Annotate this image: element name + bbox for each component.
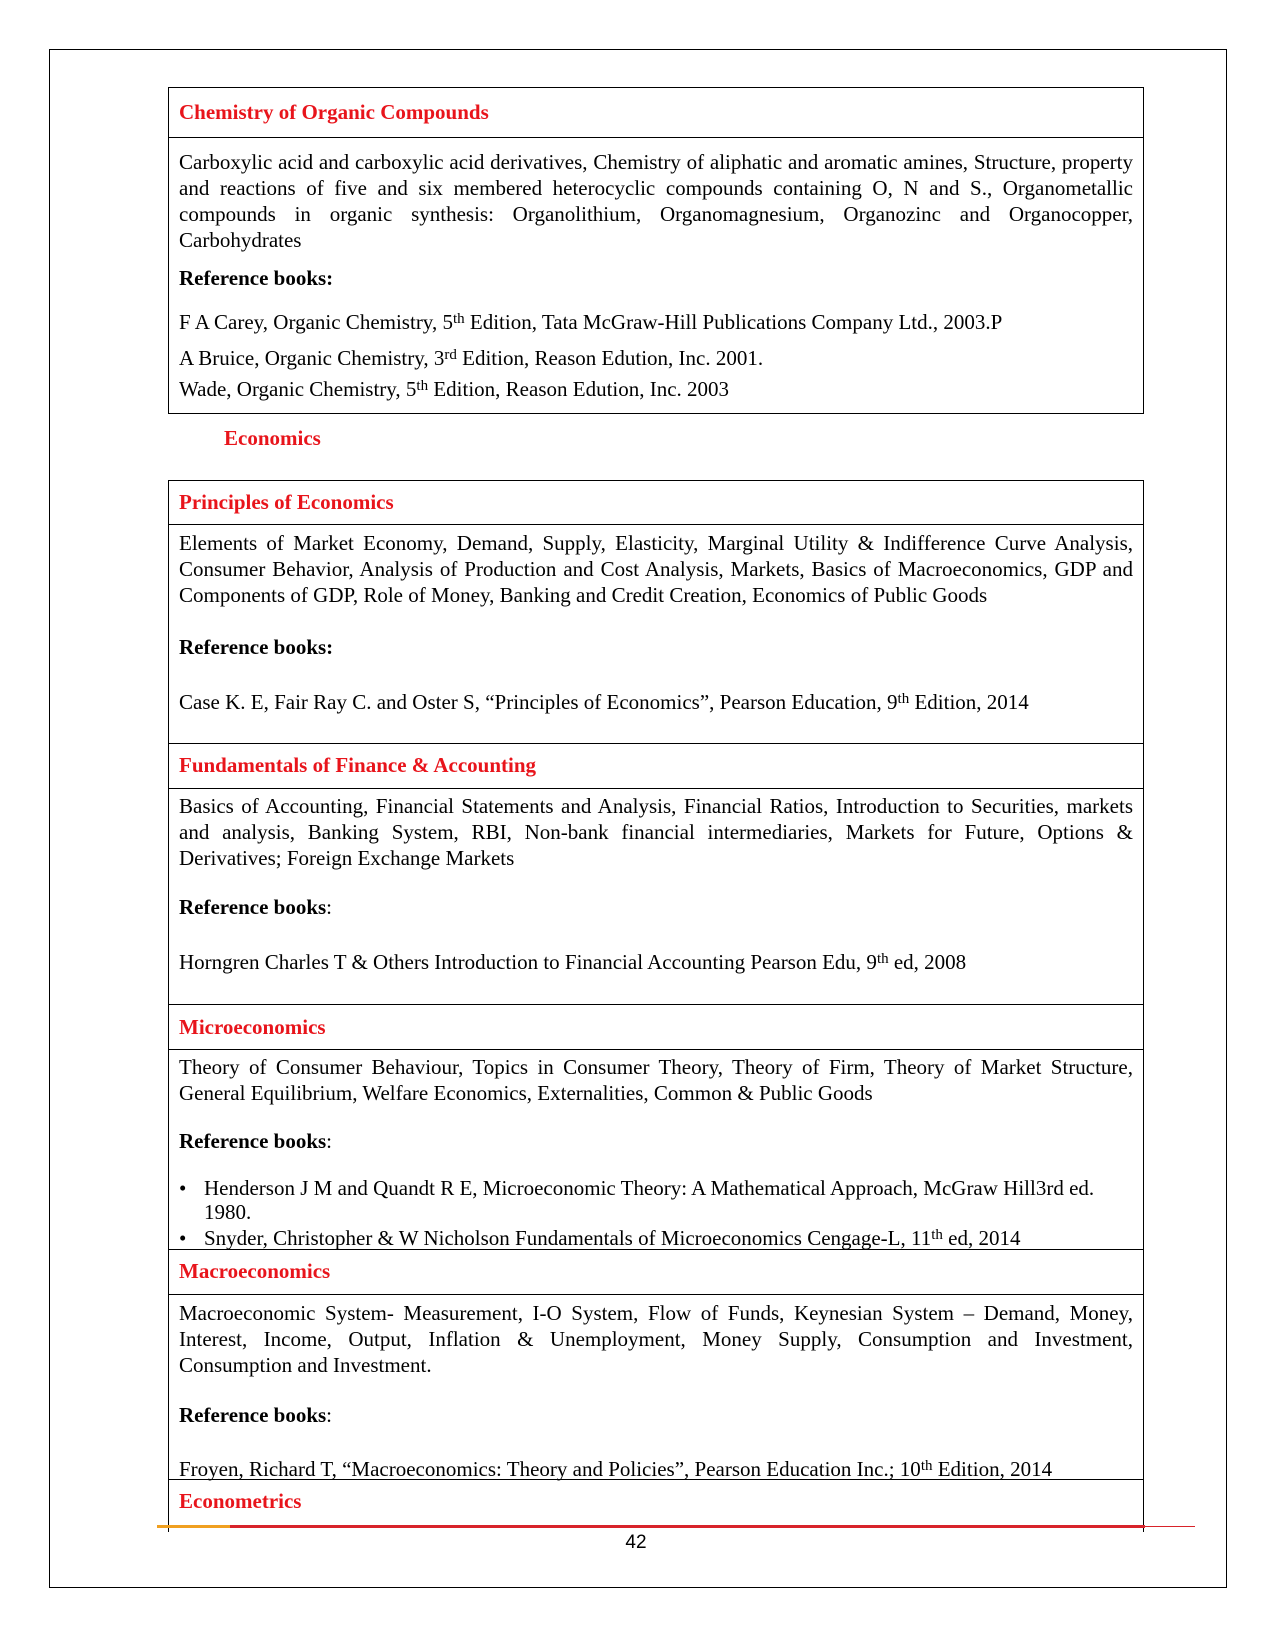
course-title: Chemistry of Organic Compounds <box>179 100 489 124</box>
reference-heading: Reference books: <box>179 635 334 659</box>
course-description: Basics of Accounting, Financial Statements and Analysis, Financial Ratios, Introduction to Securities, markets and analysis, Banking System, RBI, Non-bank financial intermediaries, Markets for Future, Options & Derivatives; Foreign Exchange Markets <box>179 794 1133 870</box>
course-body <box>169 525 1143 744</box>
reference-list <box>179 1176 1133 1250</box>
economics-course-table <box>168 480 1144 1532</box>
course-title-row <box>169 1005 1143 1050</box>
course-title-row <box>169 1480 1143 1520</box>
reference-item: Horngren Charles T & Others Introduction to Financial Accounting Pearson Edu, 9th ed, 2008 <box>179 950 967 974</box>
reference-heading: Reference books: <box>179 1129 333 1153</box>
footer-rule <box>230 1525 1145 1528</box>
reference-item: Froyen, Richard T, “Macroeconomics: Theory and Policies”, Pearson Education Inc.; 10th Edition, 2014 <box>179 1457 1053 1481</box>
course-body <box>169 138 1143 413</box>
chemistry-course-box <box>168 87 1144 414</box>
course-body <box>169 1050 1143 1250</box>
course-description: Theory of Consumer Behaviour, Topics in Consumer Theory, Theory of Firm, Theory of Market Structure, General Equilibrium, Welfare Economics, Externalities, Common & Public Goods <box>179 1055 1133 1105</box>
course-title-row <box>169 1250 1143 1295</box>
reference-heading: Reference books: <box>179 1403 333 1427</box>
course-description: Carboxylic acid and carboxylic acid derivatives, Chemistry of aliphatic and aromatic amines, Structure, property and reactions of five and six membered heterocyclic compounds containing O, N and S., Organometallic compounds in organic synthesis: Organolithium, Organomagnesium, Organozinc and Organocopper, Carbohydrates <box>179 150 1133 252</box>
footer-rule <box>1140 1526 1195 1527</box>
reference-item: • Henderson J M and Quandt R E, Microeconomic Theory: A Mathematical Approach, McGraw Hill3rd ed. 1980. <box>179 1176 1133 1224</box>
course-title-row <box>169 481 1143 525</box>
course-title-row <box>169 744 1143 789</box>
course-body <box>169 789 1143 1005</box>
reference-heading: Reference books: <box>179 895 333 919</box>
course-title: Fundamentals of Finance & Accounting <box>179 753 537 777</box>
reference-item: Wade, Organic Chemistry, 5th Edition, Reason Edution, Inc. 2003 <box>179 377 730 401</box>
course-title: Econometrics <box>179 1489 302 1513</box>
reference-item: • Snyder, Christopher & W Nicholson Fundamentals of Microeconomics Cengage-L, 11th ed, 2014 <box>179 1226 1133 1250</box>
page-number: 42 <box>625 1532 647 1553</box>
reference-item: Case K. E, Fair Ray C. and Oster S, “Principles of Economics”, Pearson Education, 9th Edition, 2014 <box>179 690 1029 714</box>
reference-item: A Bruice, Organic Chemistry, 3rd Edition, Reason Edution, Inc. 2001. <box>179 346 764 370</box>
reference-heading: Reference books: <box>179 266 334 290</box>
course-title-row <box>169 88 1143 138</box>
course-title: Macroeconomics <box>179 1259 331 1283</box>
course-title: Microeconomics <box>179 1015 326 1039</box>
section-heading: Economics <box>224 426 321 450</box>
course-description: Macroeconomic System- Measurement, I-O System, Flow of Funds, Keynesian System – Demand, Money, Interest, Income, Output, Inflation & Unemployment, Money Supply, Consumption and Investment, Consumption and Investment. <box>179 1301 1133 1377</box>
course-body <box>169 1295 1143 1480</box>
course-description: Elements of Market Economy, Demand, Supply, Elasticity, Marginal Utility & Indifference Curve Analysis, Consumer Behavior, Analysis of Production and Cost Analysis, Markets, Basics of Macroeconomics, GDP and Components of GDP, Role of Money, Banking and Credit Creation, Economics of Public Goods <box>179 531 1133 607</box>
reference-item: F A Carey, Organic Chemistry, 5th Edition, Tata McGraw-Hill Publications Company Ltd., 2003.P <box>179 310 1003 334</box>
course-title: Principles of Economics <box>179 490 394 514</box>
